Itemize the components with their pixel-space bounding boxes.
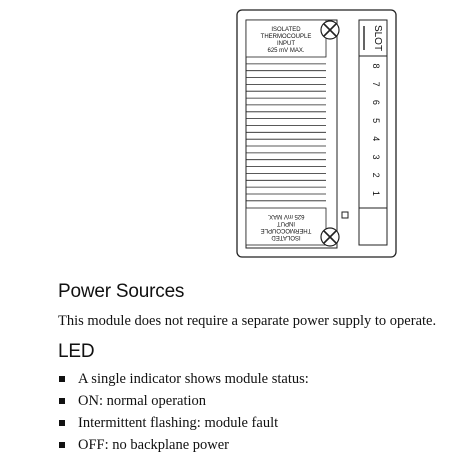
- power-sources-text: This module does not require a separate power supply to operate.: [58, 313, 437, 329]
- list-item-text: A single indicator shows module status:: [78, 371, 309, 387]
- led-heading: LED: [58, 341, 95, 362]
- power-sources-heading: Power Sources: [58, 281, 185, 302]
- channel-number: 7: [371, 81, 381, 87]
- channel-number: 5: [371, 118, 381, 124]
- list-item: [58, 370, 309, 392]
- channel-number: 8: [371, 63, 381, 69]
- list-item: [58, 414, 309, 436]
- led-list: [58, 370, 309, 458]
- channel-number: 1: [371, 190, 381, 196]
- bullet-icon: [59, 420, 65, 426]
- top-label-line-1: ISOLATED: [271, 27, 301, 33]
- top-label-line-3: INPUT: [277, 41, 295, 47]
- bullet-icon: [59, 376, 65, 382]
- channel-number: 2: [371, 172, 381, 178]
- channel-number: 3: [371, 154, 381, 160]
- bottom-label-line-3: INPUT: [277, 220, 295, 226]
- bottom-label-line-1: ISOLATED: [271, 234, 301, 240]
- channel-number: 6: [371, 99, 381, 105]
- channel-number: 4: [371, 136, 381, 142]
- bullet-icon: [59, 442, 65, 448]
- bottom-label-line-2: THERMOCOUPLE: [260, 227, 312, 233]
- bullet-icon: [59, 398, 65, 404]
- top-label-line-2: THERMOCOUPLE: [260, 34, 312, 40]
- list-item-text: OFF: no backplane power: [78, 437, 230, 453]
- slot-label: SLOT: [372, 24, 383, 52]
- slot-strip: [359, 20, 387, 245]
- led-indicator: [342, 212, 348, 218]
- list-item-text: ON: normal operation: [78, 393, 207, 409]
- terminal-rows: [246, 64, 326, 201]
- top-label-line-4: 625 mV MAX.: [267, 48, 305, 54]
- list-item: [58, 392, 309, 414]
- list-item-text: Intermittent flashing: module fault: [78, 415, 279, 431]
- top-screw-icon: [321, 21, 339, 39]
- list-item: [58, 436, 309, 458]
- bottom-label-line-4: 625 mV MAX.: [267, 213, 305, 219]
- bottom-screw-icon: [321, 228, 339, 246]
